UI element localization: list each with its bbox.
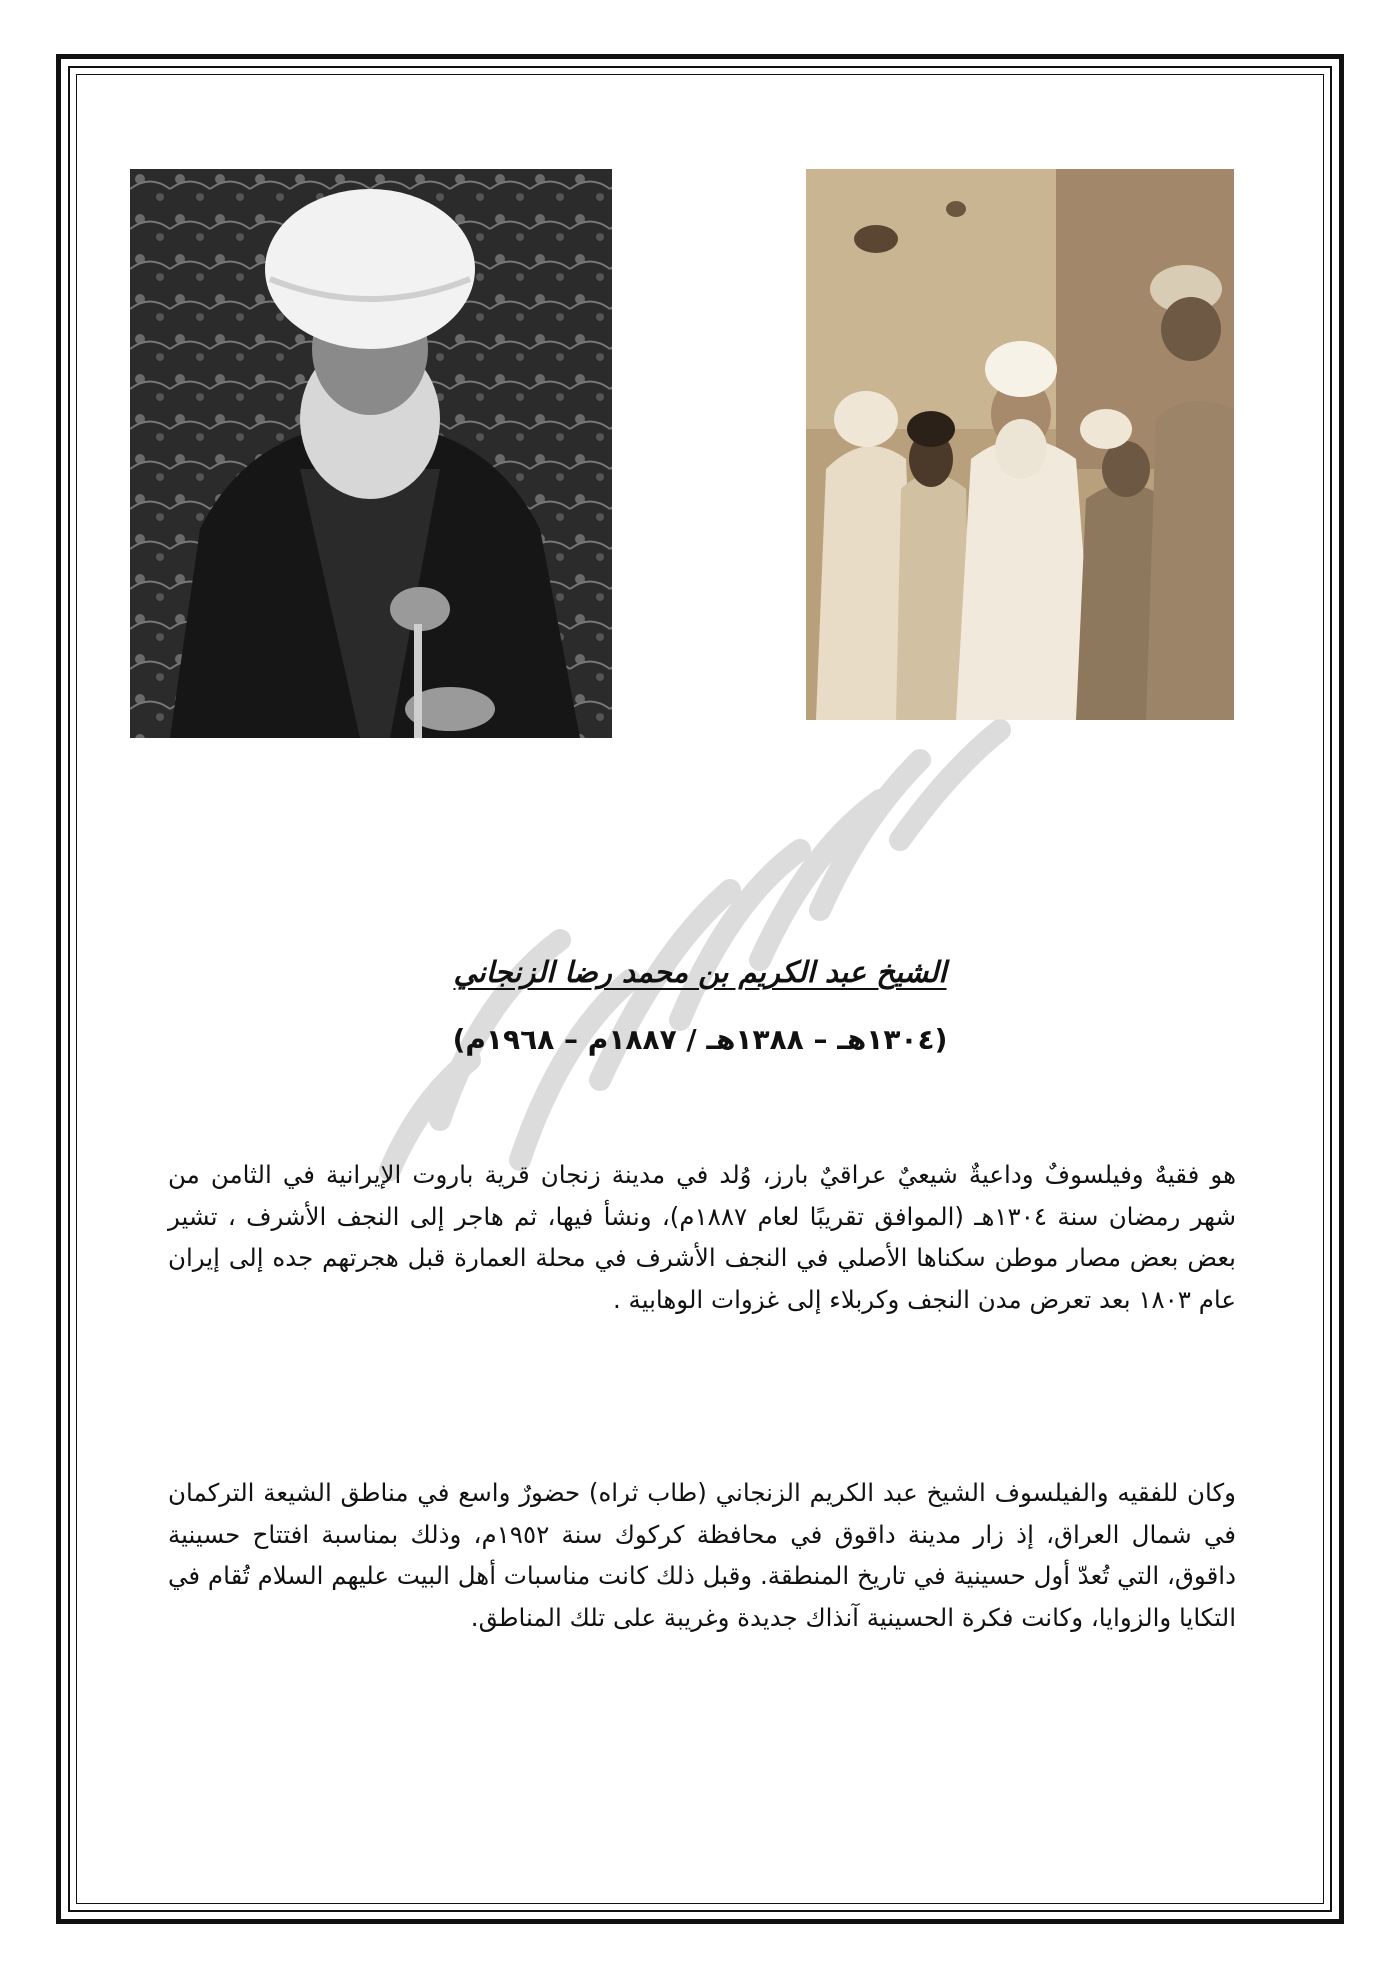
portrait-illustration [130, 169, 612, 738]
group-photo [806, 169, 1234, 720]
biography-paragraph-2: وكان للفقيه والفيلسوف الشيخ عبد الكريم الزنجاني (طاب ثراه) حضورٌ واسع في مناطق الشيعة التركمان في شمال العراق، إذ زار مدينة داقوق في محافظة كركوك سنة ١٩٥٢م، وذلك بمناسبة افتتاح حسينية داقوق، التي تُعدّ أول حسينية في تاريخ المنطقة. وقبل ذلك كانت مناسبات أهل البيت عليهم السلام تُقام في التكايا والزوايا، وكانت فكرة الحسينية آنذاك جديدة وغريبة على تلك المناطق. [168, 1478, 1236, 1632]
portrait-photo [130, 169, 612, 738]
group-illustration [806, 169, 1234, 720]
page-title: الشيخ عبد الكريم بن محمد رضا الزنجاني [453, 955, 947, 989]
biography-paragraph-1: هو فقيهٌ وفيلسوفٌ وداعيةٌ شيعيٌ عراقيٌ بارز، وُلد في مدينة زنجان قرية باروت الإيرانية في الثامن من شهر رمضان سنة ١٣٠٤هـ (الموافق تقريبًا لعام ١٨٨٧م)، ونشأ فيها، ثم هاجر إلى النجف الأشرف ، تشير بعض بعض مصار موطن سكناها الأصلي في النجف الأشرف في محلة العمارة قبل هجرتهم جده إلى إيران عام ١٨٠٣ بعد تعرض مدن النجف وكربلاء إلى غزوات الوهابية . [168, 1160, 1236, 1314]
lifespan-dates: (١٣٠٤هـ – ١٣٨٨هـ / ١٨٨٧م – ١٩٦٨م) [452, 1023, 948, 1056]
